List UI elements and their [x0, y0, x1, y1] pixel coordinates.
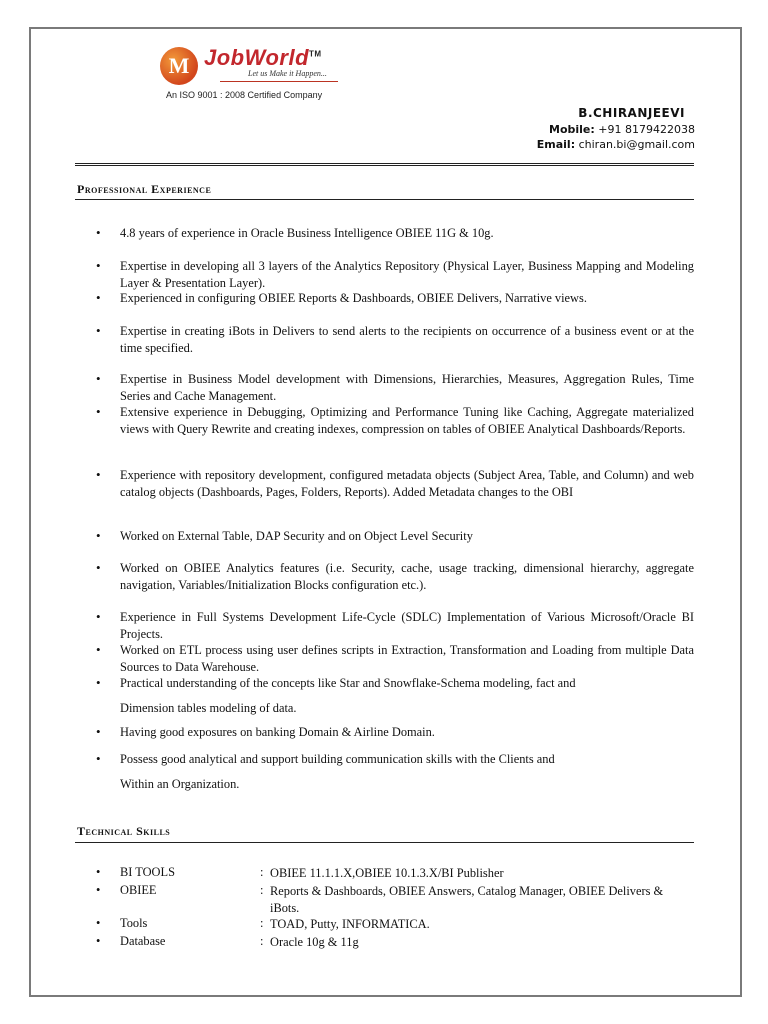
list-item: • Experienced in configuring OBIEE Reports & Dashboards, OBIEE Delivers, Narrative views. — [120, 290, 694, 307]
list-item: • Expertise in Business Model development with Dimensions, Hierarchies, Measures, Aggregation Rules, Time Series and Cache Management. — [120, 371, 694, 404]
list-item: • Expertise in developing all 3 layers of the Analytics Repository (Physical Layer, Business Mapping and Modeling Layer & Presentation Layer). — [120, 258, 694, 291]
section-rule-experience — [75, 199, 694, 200]
list-item-continuation: Within an Organization. — [120, 777, 240, 791]
skill-value: TOAD, Putty, INFORMATICA. — [270, 917, 430, 931]
section-title-skills: Technical Skills — [77, 824, 171, 838]
list-item: • Worked on ETL process using user defines scripts in Extraction, Transformation and Loading from multiple Data Sources to Data Warehouse. — [120, 642, 694, 675]
section-title-experience: Professional Experience — [77, 182, 212, 196]
list-item-continuation: Dimension tables modeling of data. — [120, 701, 297, 715]
email-line: Email: chiran.bi@gmail.com — [536, 138, 695, 151]
logo-emblem-icon: M — [160, 47, 198, 85]
skill-value: OBIEE 11.1.1.X,OBIEE 10.1.3.X/BI Publisher — [270, 866, 504, 880]
list-item: • Worked on External Table, DAP Security and on Object Level Security — [120, 528, 694, 545]
mobile-number: +91 8179422038 — [598, 123, 695, 136]
skill-key: Tools — [120, 916, 148, 930]
section-rule-skills — [75, 842, 694, 843]
skill-value: Reports & Dashboards, OBIEE Answers, Catalog Manager, OBIEE Delivers & iBots. — [270, 884, 664, 915]
page-border — [29, 27, 742, 997]
list-item: • Practical understanding of the concepts like Star and Snowflake-Schema modeling, fact and — [120, 675, 694, 692]
skill-key: OBIEE — [120, 883, 157, 897]
company-logo — [160, 45, 360, 103]
list-item: • Extensive experience in Debugging, Optimizing and Performance Tuning like Caching, Aggregate materialized views with Query Rewrite and creating indexes, compression on tables of OBIEE Analytical Dashboards/Reports. — [120, 404, 694, 437]
list-item: • 4.8 years of experience in Oracle Business Intelligence OBIEE 11G & 10g. — [120, 225, 694, 242]
skill-key: Database — [120, 934, 166, 948]
list-item: • Experience in Full Systems Development Life-Cycle (SDLC) Implementation of Various Microsoft/Oracle BI Projects. — [120, 609, 694, 642]
header-divider — [75, 163, 694, 166]
candidate-name: B.CHIRANJEEVI — [578, 106, 685, 120]
list-item: • Experience with repository development, configured metadata objects (Subject Area, Table, and Column) and web catalog objects (Dashboards, Pages, Folders, Reports). Added Metadata changes to the OBI — [120, 467, 694, 500]
logo-certification: An ISO 9001 : 2008 Certified Company — [166, 90, 323, 100]
logo-brand: JobWorld™ — [204, 45, 322, 70]
list-item: • Worked on OBIEE Analytics features (i.e. Security, cache, usage tracking, dimensional hierarchy, aggregate navigation, Variables/Initialization Blocks configuration etc.). — [120, 560, 694, 593]
mobile-line: Mobile: +91 8179422038 — [549, 123, 695, 136]
list-item: • Expertise in creating iBots in Delivers to send alerts to the recipients on occurrence of a business event or at the time specified. — [120, 323, 694, 356]
list-item: • Possess good analytical and support building communication skills with the Clients and — [120, 751, 694, 768]
logo-tagline: Let us Make it Happen... — [248, 69, 327, 78]
email-address: chiran.bi@gmail.com — [578, 138, 695, 151]
skill-value: Oracle 10g & 11g — [270, 935, 359, 949]
logo-swoosh — [220, 81, 338, 82]
skill-key: BI TOOLS — [120, 865, 175, 879]
contact-block — [537, 106, 695, 152]
list-item: • Having good exposures on banking Domain & Airline Domain. — [120, 724, 694, 741]
